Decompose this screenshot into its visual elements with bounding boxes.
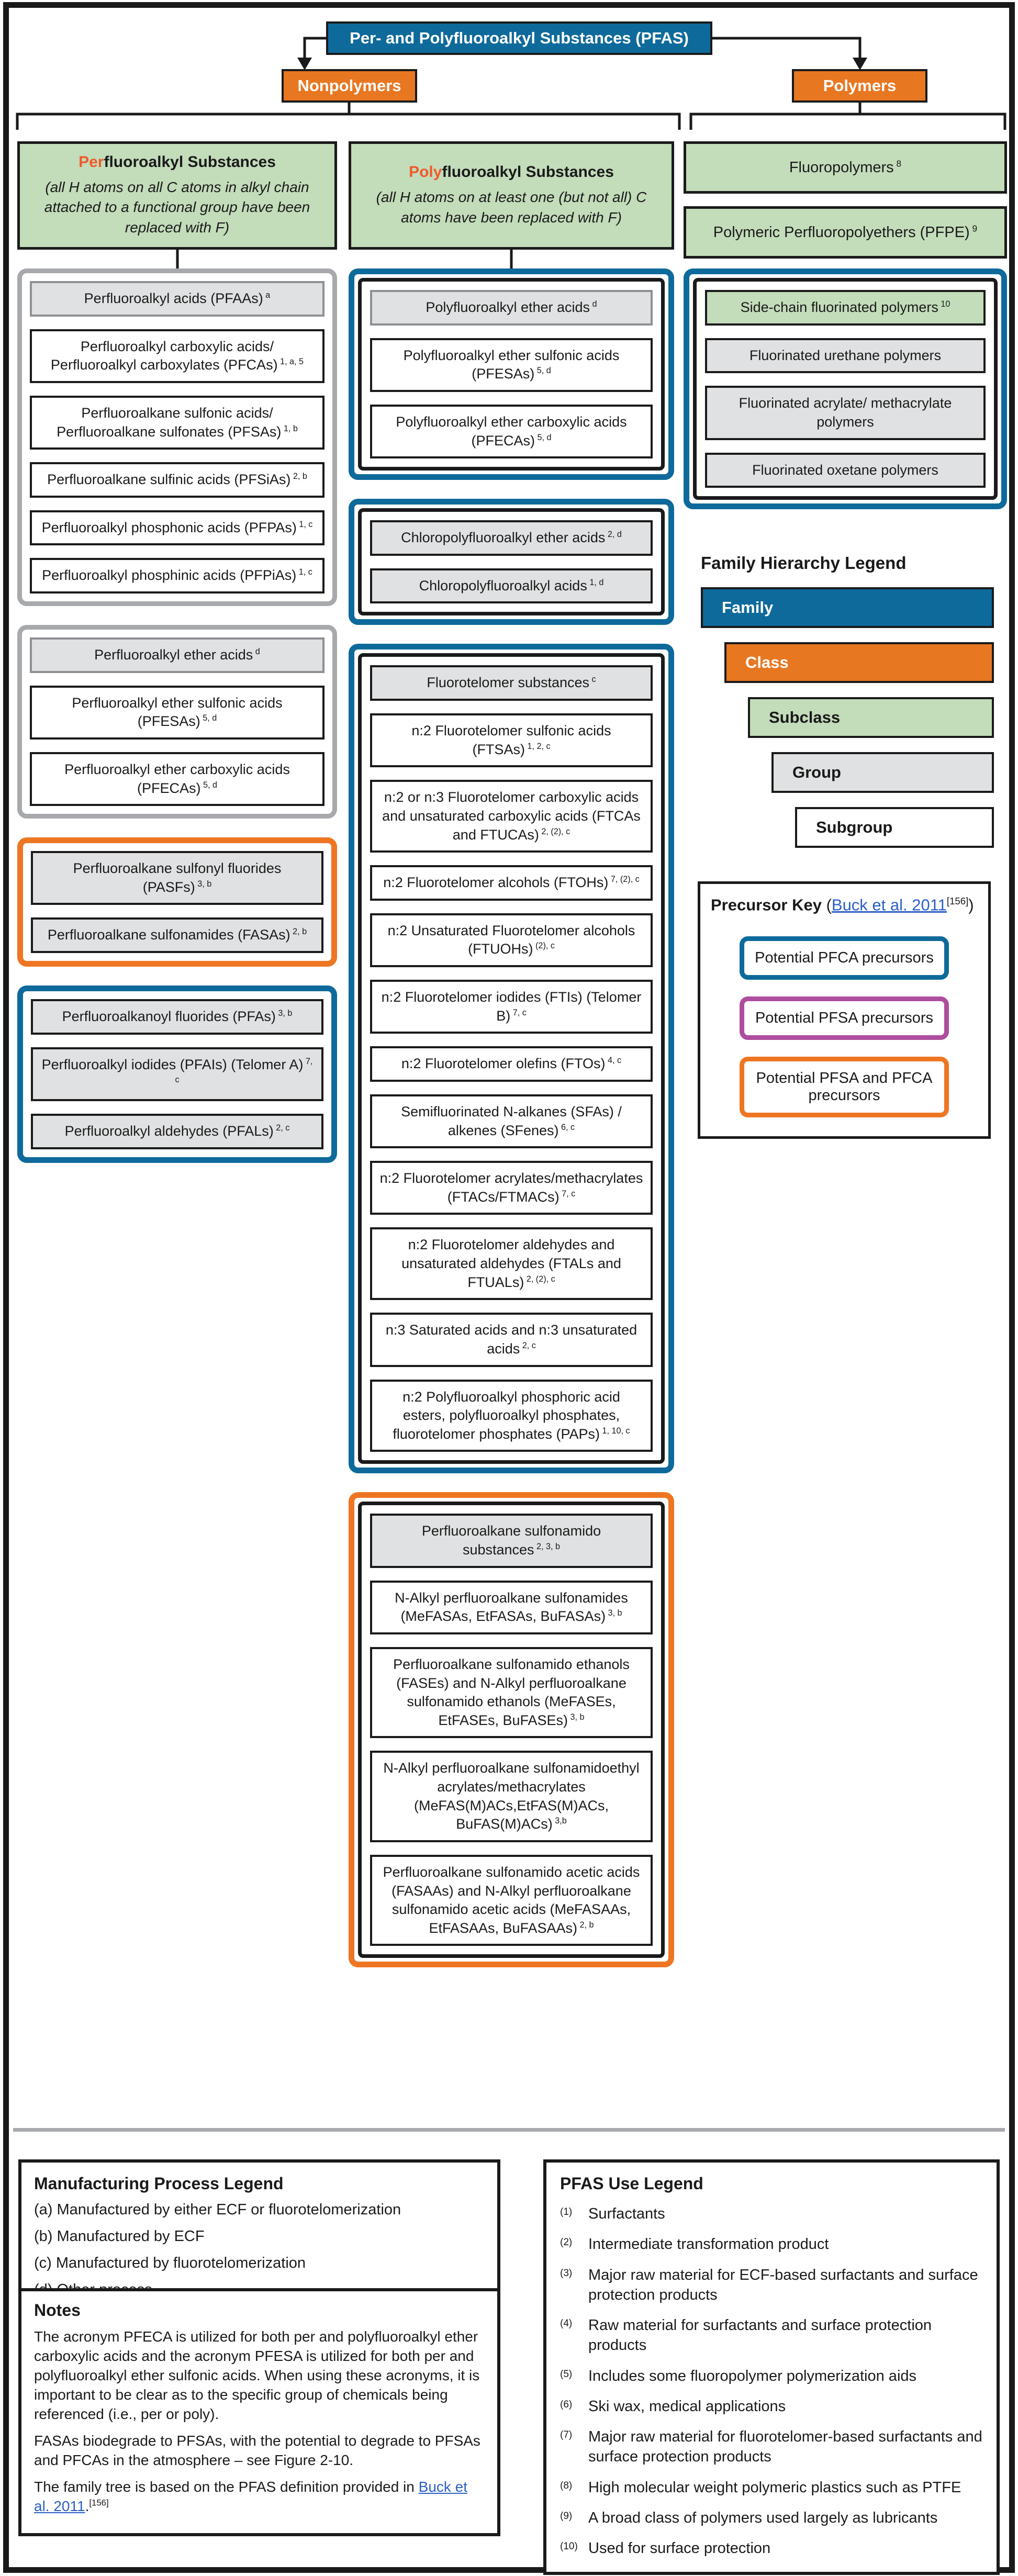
precursor-key-title — [711, 895, 978, 914]
node-superscript: 3, b — [195, 879, 212, 889]
hierarchy-level-subclass: Subclass — [748, 697, 994, 738]
tree-node — [370, 865, 653, 901]
use-legend-item-number: (8) — [560, 2480, 573, 2491]
node-superscript: 5, d — [535, 432, 552, 442]
precursor-key-paren-close: ) — [968, 895, 974, 914]
subclass-header-polyfluoroalkyl-substances — [349, 141, 674, 250]
use-legend-item — [560, 2204, 983, 2224]
use-legend-item — [560, 2508, 983, 2528]
class-box-polymers — [792, 69, 927, 103]
buck-et-al-2011-link-notes[interactable]: Buck et al. 2011 — [34, 2478, 468, 2514]
use-legend-item-number: (1) — [560, 2207, 573, 2217]
pfas-use-legend-items — [560, 2204, 983, 2558]
column-perfluoroalkyl-substances — [17, 141, 337, 1163]
node-superscript: 2, b — [290, 927, 307, 937]
node-label: Semifluorinated N-alkanes (SFAs) / alkenes (SFenes) $^{6, c}$ — [401, 1103, 622, 1138]
tree-node — [684, 141, 1007, 194]
use-legend-item-text: Used for surface protection — [588, 2540, 771, 2557]
tree-node — [705, 386, 986, 440]
node-superscript: 7, c — [175, 1056, 313, 1085]
node-superscript: 2, d — [605, 530, 622, 540]
node-superscript: 2, (2), c — [539, 826, 570, 836]
node-label: Perfluoroalkanoyl fluorides (PFAs) $^{3, b}$ — [62, 1009, 293, 1024]
section-divider-line — [13, 2128, 1005, 2132]
manufacturing-process-legend-items — [34, 2200, 485, 2301]
node-superscript: 5, d — [534, 366, 551, 376]
tree-node — [370, 1751, 653, 1842]
tree-node — [31, 999, 323, 1035]
node-label: Chloropolyfluoroalkyl acids $^{1, d}$ — [419, 577, 604, 593]
elbow-to-nonpolymers — [305, 38, 326, 59]
tree-node — [30, 281, 325, 317]
tree-node — [370, 1855, 653, 1946]
precursor-key-paren-open: ( — [821, 895, 832, 914]
node-label: Chloropolyfluoroalkyl ether acids $^{2, d}$ — [401, 530, 622, 546]
node-superscript: (2), c — [533, 941, 555, 951]
tree-node — [370, 980, 653, 1034]
node-label: Perfluoroalkane sulfonamido acetic acids (FASAAs) and N-Alkyl perfluoroalkane sulfonamido acetic acids (MeFASAAs, EtFASAAs, BuFASAAs) $^{2, b}$ — [383, 1864, 640, 1936]
subclass-header-subtitle: (all H atoms on at least one (but not all) C atoms have been replaced with F) — [376, 188, 647, 226]
tree-node — [370, 520, 653, 556]
tree-node — [30, 686, 325, 740]
use-legend-item — [560, 2427, 983, 2467]
tree-node — [370, 1227, 653, 1300]
nonpolymers-label: Nonpolymers — [297, 76, 401, 95]
node-label: Perfluoroalkyl phosphinic acids (PFPiAs) $^{1, c}$ — [42, 567, 312, 584]
node-superscript: 2, b — [290, 472, 307, 481]
node-superscript: 1, c — [296, 519, 313, 529]
tree-node — [370, 568, 653, 604]
tree-node — [684, 206, 1007, 259]
use-legend-item-number: (9) — [560, 2510, 573, 2522]
pfas-use-legend-title: PFAS Use Legend — [560, 2174, 703, 2193]
node-label: n:2 Fluorotelomer olefins (FTOs) $^{4, c}$ — [401, 1056, 622, 1072]
node-label: Side-chain fluorinated polymers $^{10}$ — [740, 299, 950, 315]
node-label: Fluorinated urethane polymers — [749, 347, 942, 363]
manufacturing-legend-item: (b) Manufactured by ECF — [34, 2228, 205, 2245]
use-legend-item-text: Raw material for surfactants and surface protection products — [588, 2317, 932, 2354]
notes-citation-superscript: [156] — [89, 2497, 109, 2508]
use-legend-item-text: Ski wax, medical applications — [588, 2398, 786, 2415]
buck-citation-superscript: [156] — [946, 895, 969, 907]
node-superscript: 5, d — [200, 780, 217, 790]
use-legend-item-text: Surfactants — [588, 2205, 665, 2222]
node-superscript: 1, 10, c — [600, 1426, 630, 1436]
pfas-use-legend — [543, 2159, 1000, 2575]
use-legend-item-text: High molecular weight polymeric plastics such as PTFE — [588, 2479, 961, 2496]
tree-node — [30, 510, 325, 546]
node-group-orange — [17, 837, 337, 967]
subclass-header-title: Perfluoroalkyl Substances — [79, 153, 276, 171]
use-legend-item-text: Includes some fluoropolymer polymerization aids — [588, 2367, 917, 2384]
node-superscript: c — [589, 675, 596, 685]
node-label: n:2 Fluorotelomer iodides (FTIs) (Telomer B) $^{7, c}$ — [381, 989, 642, 1024]
precursor-item-purple: Potential PFSA precursors — [740, 996, 949, 1040]
use-legend-item — [560, 2315, 983, 2356]
title-highlight: Poly — [409, 163, 442, 181]
tree-node — [30, 396, 325, 450]
group-inner-border — [358, 278, 665, 471]
tree-node — [370, 1046, 653, 1082]
tree-node — [370, 665, 653, 701]
node-label: Perfluoroalkyl ether carboxylic acids (PFECAs) $^{5, d}$ — [64, 761, 290, 796]
tree-node — [370, 780, 653, 853]
family-title-label: Per- and Polyfluoroalkyl Substances (PFAS) — [350, 29, 689, 47]
subclass-header-subtitle: (all H atoms on all C atoms in alkyl chain attached to a functional group have been replaced with F) — [44, 178, 310, 236]
node-label: n:2 Polyfluoroalkyl phosphoric acid esters, polyfluoroalkyl phosphates, fluorotelomer phosphates (PAPs) $^{1, 10, c}$ — [393, 1388, 630, 1442]
node-label: Perfluoroalkane sulfonyl fluorides (PASFs) $^{3, b}$ — [73, 860, 282, 895]
tree-node — [30, 558, 325, 593]
notes-closing-paragraph — [34, 2478, 485, 2516]
title-highlight: Per — [79, 153, 104, 171]
node-superscript: 5, d — [200, 713, 217, 723]
notes-closing-suffix: . — [85, 2497, 90, 2514]
node-group-orange — [349, 1492, 674, 1967]
node-superscript: 7, c — [510, 1007, 527, 1017]
node-label: n:2 Fluorotelomer sulfonic acids (FTSAs) $^{1, 2, c}$ — [411, 723, 611, 757]
node-label: Polyfluoroalkyl ether sulfonic acids (PFESAs) $^{5, d}$ — [403, 347, 620, 382]
node-superscript: d — [253, 647, 260, 656]
use-legend-item-number: (5) — [560, 2368, 573, 2380]
use-legend-item-number: (10) — [560, 2541, 578, 2552]
notes-title: Notes — [34, 2301, 81, 2320]
polymers-label: Polymers — [823, 76, 897, 95]
node-label: n:2 or n:3 Fluorotelomer carboxylic acids and unsaturated carboxylic acids (FTCAs and FTUCAs) $^{2, (2), c}$ — [382, 789, 641, 843]
tree-node — [30, 752, 325, 806]
precursor-item-blue: Potential PFCA precursors — [740, 936, 949, 980]
precursor-item-orange: Potential PFSA and PFCA precursors — [740, 1057, 949, 1117]
node-superscript: 1, a, 5 — [277, 357, 304, 367]
group-inner-border — [358, 508, 665, 615]
node-superscript: 2, b — [577, 1920, 594, 1930]
tree-node — [31, 851, 323, 905]
manufacturing-legend-item: (a) Manufactured by either ECF or fluorotelomerization — [34, 2201, 401, 2218]
tree-node — [370, 1581, 653, 1634]
node-label: Perfluoroalkane sulfinic acids (PFSiAs) $^{2, b}$ — [47, 472, 307, 488]
buck-et-al-2011-link[interactable]: Buck et al. 2011 — [831, 895, 947, 914]
tree-node — [370, 1647, 653, 1739]
node-superscript: 3, b — [275, 1009, 293, 1018]
node-superscript: 1, d — [587, 577, 604, 587]
use-legend-item-number: (2) — [560, 2237, 573, 2248]
node-label: n:2 Fluorotelomer aldehydes and unsaturated aldehydes (FTALs and FTUALs) $^{2, (2), c}$ — [401, 1237, 621, 1290]
tree-node — [370, 1094, 653, 1148]
nonpolymers-bracket — [17, 114, 679, 130]
node-label: Perfluoroalkane sulfonamides (FASAs) $^{2, b}$ — [47, 927, 307, 943]
group-inner-border — [358, 1502, 665, 1958]
use-legend-item-text: Major raw material for fluorotelomer-based surfactants and surface protection products — [588, 2428, 982, 2466]
family-hierarchy-legend-title: Family Hierarchy Legend — [701, 553, 907, 573]
node-superscript: 7, (2), c — [608, 875, 640, 884]
node-label: Perfluoroalkane sulfonic acids/ Perfluoroalkane sulfonates (PFSAs) $^{1, b}$ — [57, 405, 298, 440]
node-label: Perfluoroalkyl acids (PFAAs) $^a$ — [84, 290, 271, 306]
manufacturing-process-legend-title: Manufacturing Process Legend — [34, 2174, 284, 2193]
tree-node — [370, 1313, 653, 1367]
node-group-silver — [17, 268, 337, 606]
notes-paragraph: The acronym PFECA is utilized for both per and polyfluoroalkyl ether carboxylic acids and the acronym PFESA is utilized for both per and polyfluoroalkyl ether sulfonic acids. When using these acronyms, it is important to be clear as to the specific group of chemicals being referenced (i.e., per or poly). — [34, 2328, 480, 2422]
use-legend-item-text: Intermediate transformation product — [588, 2236, 829, 2253]
use-legend-item — [560, 2366, 983, 2386]
node-superscript: a — [263, 290, 271, 300]
node-label: Fluorinated oxetane polymers — [752, 462, 938, 478]
use-legend-item — [560, 2234, 983, 2254]
tree-node — [30, 637, 325, 673]
node-superscript: 1, b — [281, 423, 298, 433]
node-label: n:2 Fluorotelomer acrylates/methacrylates (FTACs/FTMACs) $^{7, c}$ — [379, 1170, 643, 1205]
node-label: Polyfluoroalkyl ether carboxylic acids (PFECAs) $^{5, d}$ — [396, 413, 627, 449]
node-label: Fluorotelomer substances $^c$ — [427, 675, 596, 691]
node-label: N-Alkyl perfluoroalkane sulfonamides (MeFASAs, EtFASAs, BuFASAs) $^{3, b}$ — [395, 1589, 628, 1625]
node-group-blue — [684, 268, 1007, 509]
precursor-key — [698, 881, 991, 1139]
node-label: Perfluoroalkyl ether acids $^d$ — [94, 647, 260, 663]
node-superscript: 2, 3, b — [534, 1542, 561, 1551]
node-group-blue — [349, 499, 674, 625]
tree-node — [705, 290, 986, 326]
node-superscript: 9 — [969, 223, 978, 234]
tree-node — [705, 338, 986, 374]
group-inner-border — [693, 278, 998, 500]
node-label: n:2 Fluorotelomer alcohols (FTOHs) $^{7, (2), c}$ — [383, 875, 640, 891]
class-box-nonpolymers — [282, 69, 417, 103]
node-label: Polymeric Perfluoropolyethers (PFPE) $^9$ — [713, 223, 978, 241]
node-label: Perfluoroalkyl carboxylic acids/ Perfluoroalkyl carboxylates (PFCAs) $^{1, a, 5}$ — [50, 338, 304, 373]
node-group-blue — [349, 644, 674, 1473]
node-label: Fluoropolymers $^8$ — [789, 158, 902, 176]
node-superscript: 1, c — [296, 567, 312, 577]
use-legend-item — [560, 2478, 983, 2497]
hierarchy-level-family: Family — [701, 587, 994, 628]
tree-node — [370, 1161, 653, 1215]
node-superscript: 4, c — [605, 1056, 622, 1066]
precursor-key-title-text: Precursor Key — [711, 895, 822, 914]
polymers-boxes — [684, 141, 1007, 509]
tree-node — [705, 453, 986, 488]
hierarchy-level-group: Group — [771, 752, 994, 793]
group-inner-border — [358, 653, 665, 1464]
node-label: Perfluoroalkyl ether sulfonic acids (PFESAs) $^{5, d}$ — [72, 695, 283, 730]
node-superscript: 2, (2), c — [524, 1274, 555, 1284]
tree-node — [30, 462, 325, 498]
node-superscript: 3,b — [552, 1816, 567, 1826]
node-superscript: 7, c — [559, 1189, 576, 1199]
node-group-silver — [17, 625, 337, 819]
node-label: Perfluoroalkane sulfonamido ethanols (FASEs) and N-Alkyl perfluoroalkane sulfonamido ethanols (MeFASEs, EtFASEs, BuFASEs) $^{3, b}$ — [393, 1656, 630, 1728]
manufacturing-legend-item: (c) Manufactured by fluorotelomerization — [34, 2255, 306, 2272]
column-polymers — [684, 141, 1007, 1139]
tree-node — [370, 1380, 653, 1452]
tree-node — [370, 405, 653, 458]
node-superscript: 10 — [938, 299, 950, 309]
node-label: n:3 Saturated acids and n:3 unsaturated acids $^{2, c}$ — [385, 1322, 637, 1357]
tree-node — [370, 290, 653, 326]
tree-node — [370, 338, 653, 392]
tree-node — [31, 917, 323, 953]
node-superscript: 3, b — [568, 1712, 585, 1722]
tree-node — [370, 713, 653, 767]
polymers-bracket — [691, 114, 1005, 130]
arrowhead-polymers — [853, 58, 867, 70]
node-superscript: 3, b — [606, 1608, 622, 1618]
node-superscript: 2, c — [520, 1340, 536, 1350]
tree-node — [370, 1514, 653, 1567]
use-legend-item — [560, 2396, 983, 2416]
use-legend-item-text: Major raw material for ECF-based surfactants and surface protection products — [588, 2266, 978, 2303]
use-legend-item-number: (7) — [560, 2429, 573, 2441]
subclass-header-perfluoroalkyl-substances — [17, 141, 337, 250]
node-superscript: 8 — [893, 158, 902, 169]
use-legend-item-number: (3) — [560, 2267, 573, 2279]
node-superscript: 6, c — [558, 1122, 575, 1132]
notes-box — [18, 2288, 500, 2536]
node-superscript: 2, c — [273, 1123, 290, 1133]
node-superscript: d — [590, 299, 597, 309]
use-legend-item-number: (6) — [560, 2399, 573, 2410]
arrowhead-nonpolymers — [297, 58, 312, 70]
node-label: Perfluoroalkyl aldehydes (PFALs) $^{2, c}$ — [64, 1123, 290, 1139]
node-group-blue — [17, 985, 337, 1163]
notes-paragraphs — [34, 2327, 485, 2470]
tree-node — [31, 1114, 323, 1149]
use-legend-item-text: A broad class of polymers used largely as lubricants — [588, 2509, 938, 2526]
node-label: Perfluoroalkyl iodides (PFAIs) (Telomer A) $^{7, c}$ — [41, 1056, 313, 1085]
tree-node — [31, 1047, 323, 1101]
family-hierarchy-legend-boxes — [684, 587, 1007, 848]
notes-paragraph: FASAs biodegrade to PFSAs, with the potential to degrade to PFSAs and PFCAs in the atmosphere – see Figure 2-10. — [34, 2432, 480, 2468]
node-label: Perfluoroalkane sulfonamido substances $^{2, 3, b}$ — [421, 1523, 601, 1558]
hierarchy-level-class: Class — [724, 642, 994, 683]
node-label: N-Alkyl perfluoroalkane sulfonamidoethyl acrylates/methacrylates (MeFAS(M)ACs,EtFAS(M)ACs, BuFAS(M)ACs) $^{3,b}$ — [383, 1760, 640, 1832]
column-polyfluoroalkyl-substances — [349, 141, 674, 1967]
node-group-blue — [349, 268, 674, 480]
node-label: n:2 Unsaturated Fluorotelomer alcohols (FTUOHs) $^{(2), c}$ — [387, 922, 635, 957]
use-legend-item — [560, 2538, 983, 2558]
family-title-box — [326, 21, 712, 55]
precursor-key-items — [711, 936, 978, 1117]
tree-node — [370, 913, 653, 967]
subclass-header-title: Polyfluoroalkyl Substances — [409, 163, 614, 181]
family-hierarchy-legend — [684, 553, 1007, 848]
node-superscript: 1, 2, c — [524, 741, 551, 751]
notes-closing-prefix: The family tree is based on the PFAS definition provided in — [34, 2478, 419, 2495]
tree-node — [30, 329, 325, 383]
use-legend-item — [560, 2265, 983, 2305]
elbow-to-polymers — [712, 38, 860, 59]
node-label: Polyfluoroalkyl ether acids $^d$ — [426, 299, 597, 315]
node-label: Fluorinated acrylate/ methacrylate polymers — [739, 395, 952, 430]
node-label: Perfluoroalkyl phosphonic acids (PFPAs) $^{1, c}$ — [41, 519, 313, 535]
hierarchy-level-subgroup: Subgroup — [795, 807, 994, 848]
use-legend-item-number: (4) — [560, 2318, 573, 2329]
